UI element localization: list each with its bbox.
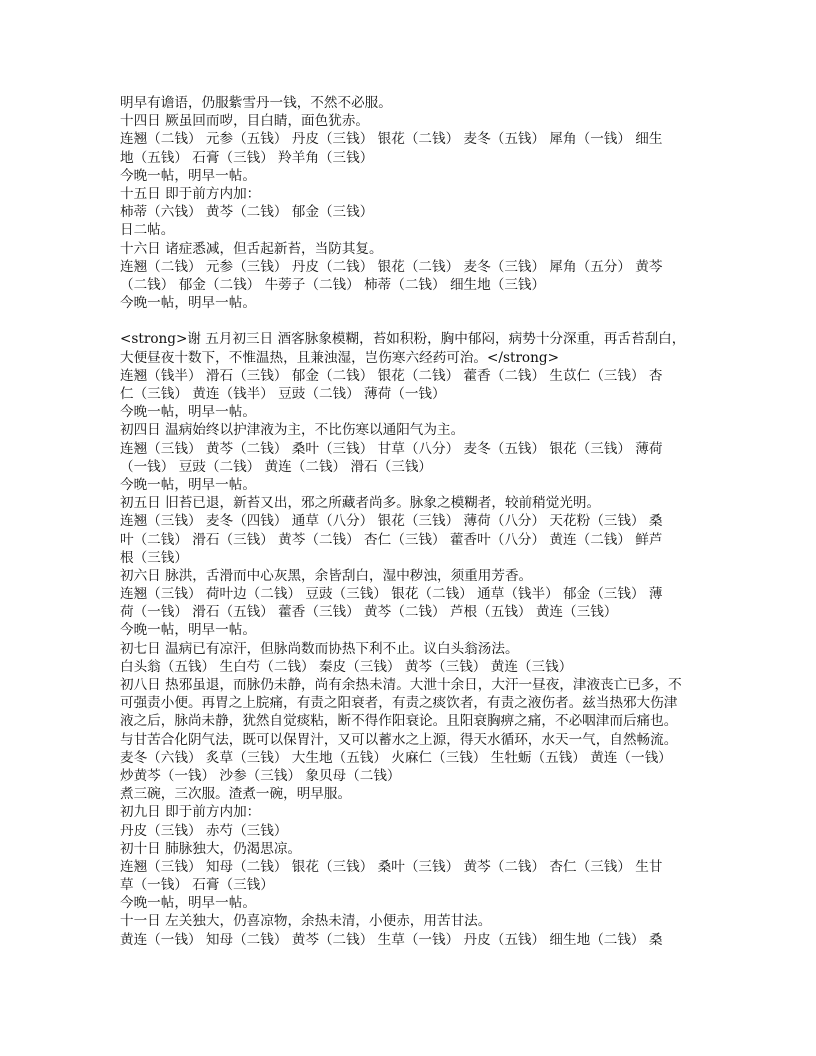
document-page [120, 94, 720, 949]
text-line: 今晚一帖，明早一帖。 [120, 895, 256, 912]
text-line: 今晚一帖，明早一帖。 [120, 404, 256, 421]
text-line: 初八日 热邪虽退，而脉仍未静，尚有余热未清。大泄十余日，大汗一昼夜，津液丧亡已多，不 [120, 677, 682, 693]
text-line: 液之后，脉尚未静，犹然自觉痰粘，断不得作阳衰论。且阳衰胸痹之痛，不必咽津而后痛也。 [120, 713, 678, 730]
text-line: 初七日 温病已有凉汗，但脉尚数而协热下利不止。议白头翁汤法。 [120, 640, 519, 657]
text-line: 今晚一帖，明早一帖。 [120, 622, 256, 639]
text-line: 大便昼夜十数下，不惟温热，且兼浊湿，岂伤寒六经药可治。</strong> [120, 349, 559, 366]
text-line: 炒黄芩（一钱） 沙参（三钱） 象贝母（二钱） [120, 767, 401, 784]
text-line: 与甘苦合化阴气法，既可以保胃汁，又可以蓄水之上源，得天水循环，水天一气，自然畅流。 [120, 731, 678, 748]
text-line: 连翘（钱半） 滑石（三钱） 郁金（二钱） 银花（二钱） 藿香（二钱） 生苡仁（三钱） 杏 [120, 367, 663, 384]
text-line: 草（一钱） 石膏（三钱） [120, 877, 274, 894]
text-line: 黄连（一钱） 知母（二钱） 黄芩（二钱） 生草（一钱） 丹皮（五钱） 细生地（二钱） 桑 [120, 931, 663, 948]
text-line: 十四日 厥虽回而哕，目白睛，面色犹赤。 [120, 113, 370, 130]
text-line: 连翘（三钱） 荷叶边（二钱） 豆豉（三钱） 银花（二钱） 通草（钱半） 郁金（三钱） 薄 [120, 586, 663, 603]
text-line: 麦冬（六钱） 炙草（三钱） 大生地（五钱） 火麻仁（三钱） 生牡蛎（五钱） 黄连（一钱） [120, 749, 672, 766]
text-line: 丹皮（三钱） 赤芍（三钱） [120, 822, 288, 839]
text-line: 连翘（二钱） 元参（三钱） 丹皮（二钱） 银花（二钱） 麦冬（三钱） 犀角（五分） 黄芩 [120, 258, 663, 275]
text-line: 十一日 左关独大，仍喜凉物，余热未清，小便赤，用苦甘法。 [120, 913, 492, 930]
text-line: 初十日 肺脉独大，仍渴思凉。 [120, 840, 302, 857]
blank-line [120, 312, 720, 330]
text-line: 连翘（二钱） 元参（五钱） 丹皮（三钱） 银花（二钱） 麦冬（五钱） 犀角（一钱） 细生 [120, 131, 663, 148]
text-line: 连翘（三钱） 麦冬（四钱） 通草（八分） 银花（三钱） 薄荷（八分） 天花粉（三钱） 桑 [120, 513, 663, 530]
text-line: 今晚一帖，明早一帖。 [120, 476, 256, 493]
text-line: 根（三钱） [120, 549, 188, 566]
text-line: 初六日 脉洪，舌滑而中心灰黑，余皆刮白，湿中秽浊，须重用芳香。 [120, 567, 533, 584]
text-line: （二钱） 郁金（二钱） 牛蒡子（二钱） 柿蒂（二钱） 细生地（三钱） [120, 276, 546, 293]
text-line: 柿蒂（六钱） 黄芩（二钱） 郁金（三钱） [120, 204, 374, 221]
text-line: 可强责小便。再胃之上脘痛，有责之阳衰者，有责之痰饮者，有责之液伤者。兹当热邪大伤津 [120, 695, 678, 712]
text-line: 初四日 温病始终以护津液为主，不比伤寒以通阳气为主。 [120, 422, 465, 439]
text-line: 日二帖。 [120, 222, 175, 239]
text-line: 初五日 旧苔已退，新苔又出，邪之所藏者尚多。脉象之模糊者，较前稍觉光明。 [120, 495, 601, 512]
text-line: 明早有谵语，仍服紫雪丹一钱，不然不必服。 [120, 95, 392, 111]
text-line: 白头翁（五钱） 生白芍（二钱） 秦皮（三钱） 黄芩（三钱） 黄连（三钱） [120, 658, 573, 675]
text-line: 荷（一钱） 滑石（五钱） 藿香（三钱） 黄芩（二钱） 芦根（五钱） 黄连（三钱） [120, 604, 618, 621]
text-line: 地（五钱） 石膏（三钱） 羚羊角（三钱） [120, 149, 374, 166]
text-line: （一钱） 豆豉（二钱） 黄连（二钱） 滑石（三钱） [120, 458, 433, 475]
text-line: 十六日 诸症悉减，但舌起新苔，当防其复。 [120, 240, 383, 257]
text-line: 连翘（三钱） 知母（二钱） 银花（三钱） 桑叶（三钱） 黄芩（二钱） 杏仁（三钱） 生甘 [120, 858, 663, 875]
text-line: <strong>谢 五月初三日 酒客脉象模糊，苔如积粉，胸中郁闷，病势十分深重，再舌苔刮白， [120, 331, 686, 348]
text-line: 仁（三钱） 黄连（钱半） 豆豉（二钱） 薄荷（一钱） [120, 386, 446, 402]
text-line: 今晚一帖，明早一帖。 [120, 167, 256, 184]
text-line: 初九日 即于前方内加： [120, 804, 261, 821]
text-line: 连翘（三钱） 黄芩（二钱） 桑叶（三钱） 甘草（八分） 麦冬（五钱） 银花（三钱） 薄荷 [120, 440, 663, 457]
text-line: 十五日 即于前方内加： [120, 185, 261, 202]
text-line: 叶（二钱） 滑石（三钱） 黄芩（二钱） 杏仁（三钱） 藿香叶（八分） 黄连（二钱） 鲜芦 [120, 531, 663, 548]
text-line: 今晚一帖，明早一帖。 [120, 295, 256, 312]
text-line: 煮三碗，三次服。渣煮一碗，明早服。 [120, 786, 352, 803]
